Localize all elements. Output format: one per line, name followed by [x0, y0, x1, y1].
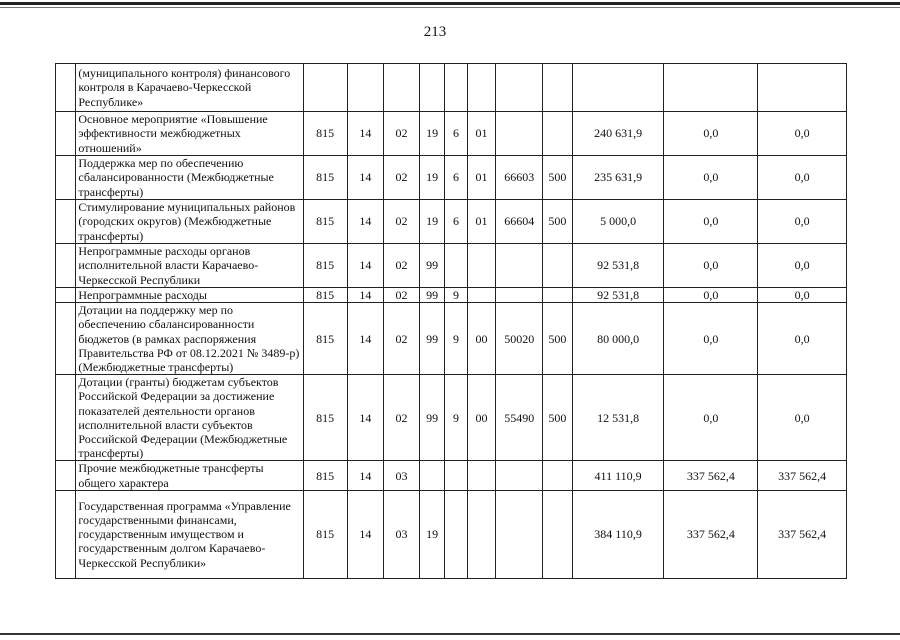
row-code-cell: 14 [347, 490, 384, 578]
table-row [56, 244, 847, 288]
row-value-cell [664, 64, 758, 112]
row-code-cell: 99 [419, 375, 444, 461]
row-code-cell: 500 [543, 375, 573, 461]
row-code-cell: 815 [303, 244, 347, 288]
row-code-cell: 19 [419, 112, 444, 156]
bottom-rule [0, 633, 900, 635]
row-value-cell: 0,0 [758, 288, 847, 303]
row-code-cell [543, 490, 573, 578]
top-rule [0, 2, 900, 5]
row-code-cell [445, 490, 467, 578]
row-value-cell: 240 631,9 [572, 112, 664, 156]
row-value-cell: 411 110,9 [572, 461, 664, 490]
table-row [56, 490, 847, 578]
row-code-cell [467, 64, 496, 112]
row-blank-cell [56, 288, 76, 303]
top-rule-thin [0, 7, 900, 8]
row-code-cell [496, 112, 543, 156]
row-code-cell: 14 [347, 244, 384, 288]
row-name-cell: Основное мероприятие «Повышение эффективности межбюджетных отношений» [76, 112, 303, 156]
table-row [56, 200, 847, 244]
row-code-cell: 50020 [496, 303, 543, 375]
row-value-cell: 5 000,0 [572, 200, 664, 244]
row-value-cell: 235 631,9 [572, 156, 664, 200]
row-code-cell [543, 244, 573, 288]
row-value-cell: 384 110,9 [572, 490, 664, 578]
row-code-cell: 14 [347, 375, 384, 461]
row-value-cell: 0,0 [758, 112, 847, 156]
row-value-cell: 12 531,8 [572, 375, 664, 461]
row-blank-cell [56, 303, 76, 375]
row-name-cell: (муниципального контроля) финансового контроля в Карачаево-Черкесской Республике» [76, 64, 303, 112]
row-value-cell: 0,0 [664, 244, 758, 288]
row-code-cell: 02 [384, 200, 420, 244]
row-blank-cell [56, 490, 76, 578]
row-name-cell: Поддержка мер по обеспечению сбалансированности (Межбюджетные трансферты) [76, 156, 303, 200]
row-value-cell [572, 64, 664, 112]
row-code-cell: 03 [384, 461, 420, 490]
row-code-cell: 02 [384, 288, 420, 303]
row-value-cell: 92 531,8 [572, 288, 664, 303]
row-code-cell: 815 [303, 200, 347, 244]
table-row [56, 112, 847, 156]
row-code-cell: 00 [467, 303, 496, 375]
budget-table [55, 63, 847, 579]
row-value-cell: 337 562,4 [664, 490, 758, 578]
row-code-cell: 815 [303, 490, 347, 578]
row-value-cell: 0,0 [664, 112, 758, 156]
row-code-cell [467, 244, 496, 288]
row-code-cell [543, 288, 573, 303]
row-code-cell [303, 64, 347, 112]
row-code-cell: 02 [384, 244, 420, 288]
row-code-cell: 66603 [496, 156, 543, 200]
row-value-cell: 0,0 [758, 156, 847, 200]
row-name-cell: Государственная программа «Управление государственными финансами, государственным имуществом и государственным долгом Карачаево-Черкесской Республики» [76, 490, 303, 578]
row-code-cell: 03 [384, 490, 420, 578]
row-blank-cell [56, 461, 76, 490]
row-code-cell: 19 [419, 200, 444, 244]
row-code-cell [543, 461, 573, 490]
row-code-cell: 02 [384, 375, 420, 461]
row-code-cell [467, 490, 496, 578]
row-code-cell [445, 244, 467, 288]
table-row [56, 303, 847, 375]
row-code-cell [467, 461, 496, 490]
row-code-cell: 19 [419, 490, 444, 578]
row-code-cell: 01 [467, 156, 496, 200]
row-value-cell: 0,0 [664, 288, 758, 303]
row-value-cell: 80 000,0 [572, 303, 664, 375]
row-code-cell [384, 64, 420, 112]
row-code-cell: 99 [419, 303, 444, 375]
row-value-cell: 337 562,4 [664, 461, 758, 490]
row-code-cell: 9 [445, 303, 467, 375]
row-name-cell: Дотации (гранты) бюджетам субъектов Российской Федерации за достижение показателей деятельности органов исполнительной власти субъектов Российской Федерации (Межбюджетные трансферты) [76, 375, 303, 461]
row-value-cell: 337 562,4 [758, 461, 847, 490]
row-code-cell [347, 64, 384, 112]
row-code-cell [445, 64, 467, 112]
row-code-cell: 815 [303, 303, 347, 375]
row-value-cell: 0,0 [664, 375, 758, 461]
row-code-cell: 99 [419, 288, 444, 303]
table-row [56, 288, 847, 303]
row-code-cell [467, 288, 496, 303]
row-blank-cell [56, 244, 76, 288]
row-value-cell: 337 562,4 [758, 490, 847, 578]
row-value-cell: 92 531,8 [572, 244, 664, 288]
row-code-cell: 815 [303, 288, 347, 303]
row-value-cell: 0,0 [758, 244, 847, 288]
row-name-cell: Непрограммные расходы [76, 288, 303, 303]
row-code-cell: 99 [419, 244, 444, 288]
row-code-cell [496, 490, 543, 578]
row-code-cell: 14 [347, 112, 384, 156]
row-code-cell: 01 [467, 200, 496, 244]
row-value-cell: 0,0 [664, 303, 758, 375]
row-code-cell [419, 64, 444, 112]
row-code-cell: 815 [303, 375, 347, 461]
row-code-cell: 500 [543, 156, 573, 200]
row-code-cell: 500 [543, 303, 573, 375]
budget-table-body [56, 64, 847, 579]
row-value-cell: 0,0 [758, 375, 847, 461]
row-code-cell: 6 [445, 200, 467, 244]
row-blank-cell [56, 112, 76, 156]
row-code-cell [496, 64, 543, 112]
row-code-cell: 14 [347, 288, 384, 303]
row-code-cell: 14 [347, 200, 384, 244]
table-row [56, 64, 847, 112]
row-code-cell: 9 [445, 375, 467, 461]
page-number: 213 [423, 24, 447, 40]
row-value-cell [758, 64, 847, 112]
row-code-cell [496, 244, 543, 288]
row-code-cell [496, 288, 543, 303]
row-code-cell [419, 461, 444, 490]
row-name-cell: Непрограммные расходы органов исполнительной власти Карачаево-Черкесской Республики [76, 244, 303, 288]
row-value-cell: 0,0 [758, 303, 847, 375]
row-code-cell: 02 [384, 112, 420, 156]
row-code-cell [543, 112, 573, 156]
row-code-cell: 815 [303, 156, 347, 200]
row-code-cell: 14 [347, 156, 384, 200]
row-code-cell: 815 [303, 112, 347, 156]
row-code-cell: 02 [384, 303, 420, 375]
row-code-cell [496, 461, 543, 490]
row-blank-cell [56, 156, 76, 200]
row-blank-cell [56, 375, 76, 461]
row-code-cell [543, 64, 573, 112]
row-code-cell: 6 [445, 156, 467, 200]
row-code-cell: 01 [467, 112, 496, 156]
row-code-cell: 9 [445, 288, 467, 303]
row-code-cell: 14 [347, 303, 384, 375]
row-code-cell: 815 [303, 461, 347, 490]
table-row [56, 375, 847, 461]
row-code-cell: 19 [419, 156, 444, 200]
row-code-cell: 6 [445, 112, 467, 156]
table-row [56, 156, 847, 200]
row-name-cell: Стимулирование муниципальных районов (городских округов) (Межбюджетные трансферты) [76, 200, 303, 244]
row-blank-cell [56, 200, 76, 244]
table-row [56, 461, 847, 490]
row-code-cell: 02 [384, 156, 420, 200]
row-name-cell: Прочие межбюджетные трансферты общего характера [76, 461, 303, 490]
row-code-cell: 55490 [496, 375, 543, 461]
row-code-cell [445, 461, 467, 490]
row-value-cell: 0,0 [664, 156, 758, 200]
row-code-cell: 66604 [496, 200, 543, 244]
row-blank-cell [56, 64, 76, 112]
row-code-cell: 500 [543, 200, 573, 244]
row-value-cell: 0,0 [758, 200, 847, 244]
row-code-cell: 14 [347, 461, 384, 490]
row-code-cell: 00 [467, 375, 496, 461]
row-value-cell: 0,0 [664, 200, 758, 244]
row-name-cell: Дотации на поддержку мер по обеспечению сбалансированности бюджетов (в рамках распоряжения Правительства РФ от 08.12.2021 № 3489-р) (Межбюджетные трансферты) [76, 303, 303, 375]
